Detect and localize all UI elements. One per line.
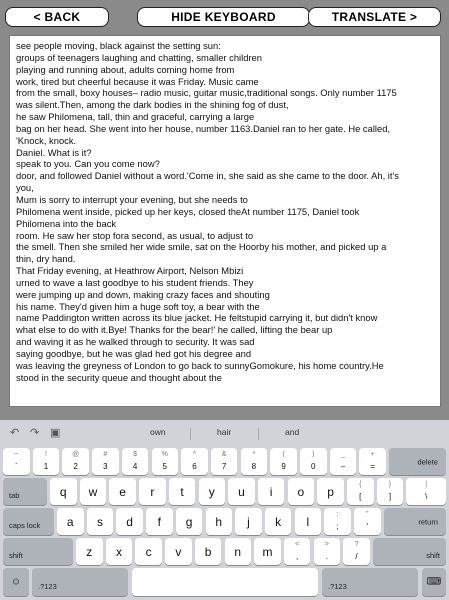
key-8[interactable] bbox=[241, 448, 268, 475]
key-c[interactable] bbox=[135, 538, 162, 565]
key-label: j bbox=[247, 514, 250, 529]
key-label: 4 bbox=[132, 462, 138, 471]
key-label: return bbox=[418, 517, 438, 526]
key-label: > bbox=[324, 541, 329, 548]
key-bracket-2[interactable] bbox=[406, 478, 446, 505]
key-6[interactable] bbox=[181, 448, 208, 475]
key-label: – bbox=[340, 462, 346, 471]
key-w[interactable] bbox=[80, 478, 107, 505]
key-label: ! bbox=[44, 451, 47, 458]
key-j[interactable] bbox=[235, 508, 262, 535]
key-sym-2[interactable] bbox=[343, 538, 370, 565]
key-label: " bbox=[366, 511, 369, 518]
key-d[interactable] bbox=[116, 508, 143, 535]
key-f[interactable] bbox=[146, 508, 173, 535]
text-line: you, bbox=[16, 182, 34, 194]
key-r[interactable] bbox=[139, 478, 166, 505]
key-n[interactable] bbox=[225, 538, 252, 565]
key-z[interactable] bbox=[76, 538, 103, 565]
key-label: 0 bbox=[311, 462, 316, 471]
text-line: speak to you. Can you come now? bbox=[16, 158, 160, 170]
key-label: ( bbox=[282, 451, 285, 458]
key-label: i bbox=[269, 484, 273, 499]
hide-keyboard-button[interactable]: HIDE KEYBOARD bbox=[137, 7, 310, 27]
key-label: ~ bbox=[14, 451, 19, 458]
text-line: groups of teenagers laughing and chatting, smaller children bbox=[16, 51, 262, 63]
key-label: 3 bbox=[103, 462, 108, 471]
text-line: was leaving the greyness of London to go back to sunnyGomokure, his home country.He bbox=[16, 359, 384, 371]
key-label: , bbox=[296, 552, 299, 561]
text-line: Philomena into the back bbox=[16, 217, 117, 229]
key-label: h bbox=[215, 514, 223, 529]
key-5[interactable] bbox=[152, 448, 179, 475]
emoji-key[interactable] bbox=[3, 568, 29, 596]
key-label: d bbox=[126, 514, 133, 529]
key-2[interactable] bbox=[62, 448, 89, 475]
caps-lock-key[interactable] bbox=[3, 508, 54, 535]
key-label: f bbox=[157, 514, 162, 529]
key-label: = bbox=[370, 462, 375, 471]
key-label: } bbox=[388, 481, 392, 488]
redo-icon[interactable]: ↷ bbox=[30, 427, 40, 439]
key-o[interactable] bbox=[288, 478, 315, 505]
key-label: n bbox=[234, 544, 242, 559]
key-label: ; bbox=[336, 522, 339, 531]
key-label: r bbox=[150, 484, 155, 499]
key-label: t bbox=[180, 484, 184, 499]
key-label: ^ bbox=[192, 451, 197, 458]
key-label: & bbox=[221, 451, 227, 458]
text-line: saying goodbye, but he was glad hed got his degree and bbox=[16, 347, 252, 359]
text-line: room. He saw her stop fora second, as usual, to adjust to bbox=[16, 229, 254, 241]
key-label: [ bbox=[359, 492, 362, 501]
top-toolbar bbox=[0, 0, 449, 34]
key-7[interactable] bbox=[211, 448, 238, 475]
key-p[interactable] bbox=[317, 478, 344, 505]
delete-key[interactable] bbox=[389, 448, 446, 475]
key-label: v bbox=[175, 544, 182, 559]
tab-key[interactable] bbox=[3, 478, 47, 505]
shift-left-key[interactable] bbox=[3, 538, 73, 565]
key-label: o bbox=[297, 484, 305, 499]
key-label: $ bbox=[133, 451, 137, 458]
key-label: \ bbox=[425, 492, 428, 501]
key-label: / bbox=[355, 552, 358, 561]
key-label: l bbox=[306, 514, 310, 529]
text-line: Philomena went inside, picked up her keys, closed theAt number 1175, Daniel took bbox=[16, 205, 360, 217]
key-e[interactable] bbox=[109, 478, 136, 505]
text-line: door, and followed Daniel without a word.'Come in, she said as she came to the door. Ah, it's bbox=[16, 170, 399, 182]
key-i[interactable] bbox=[258, 478, 285, 505]
key-label: b bbox=[204, 544, 212, 559]
text-line: Daniel. What is it? bbox=[16, 146, 92, 158]
translate-button[interactable]: TRANSLATE > bbox=[308, 7, 441, 27]
key-label: ' bbox=[366, 522, 369, 531]
text-line: was silent.Then, among the dark bodies in the shining fog of dust, bbox=[16, 99, 289, 111]
key-label: e bbox=[119, 484, 126, 499]
key-label: shift bbox=[9, 551, 23, 560]
key-label: ` bbox=[14, 462, 18, 471]
suggestion-divider bbox=[190, 428, 191, 440]
suggestion-2[interactable]: hair bbox=[217, 427, 232, 437]
key-label: 6 bbox=[192, 462, 197, 471]
dismiss-keyboard-key[interactable] bbox=[422, 568, 446, 596]
key-label: tab bbox=[9, 491, 20, 500]
key-label: @ bbox=[72, 451, 80, 458]
key-label: p bbox=[327, 484, 334, 499]
suggestion-bar bbox=[0, 420, 449, 446]
text-line: thin, dry hand. bbox=[16, 253, 76, 265]
key-label: 1 bbox=[43, 462, 49, 471]
key-q[interactable] bbox=[50, 478, 77, 505]
text-line: playing and running about, adults coming home from bbox=[16, 63, 235, 75]
numbers-left-key[interactable] bbox=[32, 568, 128, 596]
key-label: ? bbox=[354, 541, 359, 548]
space-key[interactable] bbox=[132, 568, 318, 596]
text-editor[interactable] bbox=[9, 35, 441, 407]
key-x[interactable] bbox=[106, 538, 133, 565]
text-line: urned to wave a last goodbye to his student friends. They bbox=[16, 276, 254, 288]
key-label: w bbox=[88, 484, 98, 499]
key-y[interactable] bbox=[199, 478, 226, 505]
key-label: : bbox=[336, 511, 339, 518]
text-line: Mum is sorry to interrupt your evening, but she needs to bbox=[16, 193, 248, 205]
key-a[interactable] bbox=[57, 508, 84, 535]
key-label: 2 bbox=[73, 462, 78, 471]
key-label: . bbox=[325, 552, 328, 561]
key-label: .?123 bbox=[328, 582, 347, 591]
key-4[interactable] bbox=[122, 448, 149, 475]
key-label: 7 bbox=[221, 462, 227, 471]
suggestion-3[interactable]: and bbox=[285, 427, 300, 437]
key-label: y bbox=[208, 484, 215, 499]
key-l[interactable] bbox=[295, 508, 322, 535]
key-label: a bbox=[66, 514, 74, 529]
key-label: * bbox=[252, 451, 256, 458]
suggestion-1[interactable]: own bbox=[150, 427, 166, 437]
text-line: he saw Philomena, tall, thin and graceful, carrying a large bbox=[16, 111, 255, 123]
key-h[interactable] bbox=[206, 508, 233, 535]
key-11[interactable] bbox=[330, 448, 357, 475]
text-line: the smell. Then she smiled her wide smile, sat on the Hoorby his mother, and picked up a bbox=[16, 241, 387, 253]
key-g[interactable] bbox=[176, 508, 203, 535]
key-label: g bbox=[185, 514, 193, 529]
key-label: z bbox=[86, 544, 93, 559]
key-u[interactable] bbox=[228, 478, 255, 505]
text-line: bag on her head. She went into her house, number 1163.Daniel ran to her gate. He called, bbox=[16, 122, 391, 134]
key-s[interactable] bbox=[87, 508, 114, 535]
key-12[interactable] bbox=[359, 448, 386, 475]
key-label: # bbox=[103, 451, 108, 458]
key-10[interactable] bbox=[300, 448, 327, 475]
back-button[interactable]: < BACK bbox=[5, 7, 109, 27]
key-label: x bbox=[115, 544, 122, 559]
text-line: see people moving, black against the setting sun: bbox=[16, 40, 221, 51]
text-line: were jumping up and down, making crazy faces and shouting bbox=[16, 288, 270, 300]
key-label: ) bbox=[312, 451, 315, 458]
key-label: _ bbox=[340, 451, 345, 458]
key-label: shift bbox=[426, 551, 440, 560]
key-label: .?123 bbox=[38, 582, 57, 591]
key-label: k bbox=[275, 514, 282, 529]
key-label: < bbox=[295, 541, 300, 548]
key-label: s bbox=[96, 514, 103, 529]
key-label: caps lock bbox=[9, 521, 41, 530]
paste-icon[interactable]: ▣ bbox=[50, 427, 61, 439]
key-9[interactable] bbox=[270, 448, 297, 475]
on-screen-keyboard bbox=[0, 420, 449, 600]
key-v[interactable] bbox=[165, 538, 192, 565]
key-punct-0[interactable] bbox=[324, 508, 351, 535]
key-bracket-1[interactable] bbox=[377, 478, 404, 505]
emoji-icon: ☺ bbox=[10, 576, 22, 588]
suggestion-divider bbox=[258, 428, 259, 440]
key-label: u bbox=[238, 484, 245, 499]
key-sym-0[interactable] bbox=[284, 538, 311, 565]
text-line: name Paddington written across its blue jacket. He feltstupid carrying it, but didn't know bbox=[16, 312, 378, 324]
text-line: That Friday evening, at Heathrow Airport, Nelson Mbizi bbox=[16, 265, 244, 277]
key-punct-1[interactable] bbox=[354, 508, 381, 535]
text-line: 'Knock, knock. bbox=[16, 134, 77, 146]
key-label: 9 bbox=[281, 462, 286, 471]
key-label: delete bbox=[417, 457, 438, 466]
key-k[interactable] bbox=[265, 508, 292, 535]
key-label: 8 bbox=[251, 462, 257, 471]
text-line: what else to do with it.Bye! Thanks for the bear!' he called, lifting the bear up bbox=[16, 324, 333, 336]
key-m[interactable] bbox=[254, 538, 281, 565]
key-label: c bbox=[145, 544, 152, 559]
return-key[interactable] bbox=[384, 508, 446, 535]
key-label: | bbox=[425, 481, 428, 488]
text-line: stood in the security queue and thought about the bbox=[16, 371, 222, 383]
key-1[interactable] bbox=[33, 448, 60, 475]
undo-icon[interactable]: ↶ bbox=[10, 427, 20, 439]
key-label: % bbox=[161, 451, 168, 458]
key-label: q bbox=[59, 484, 67, 499]
text-line: from the small, boxy houses– radio music, guitar music,traditional songs. Only number 1175 bbox=[16, 87, 397, 99]
text-line: his name. They'd given him a huge soft toy, a bear with the bbox=[16, 300, 260, 312]
shift-right-key[interactable] bbox=[373, 538, 446, 565]
key-0[interactable] bbox=[3, 448, 30, 475]
text-line: work, tired but cheerful because it was Friday. Music came bbox=[16, 75, 259, 87]
key-3[interactable] bbox=[92, 448, 119, 475]
key-label: { bbox=[359, 481, 362, 488]
keyboard-icon: ⌨ bbox=[426, 576, 442, 588]
key-label: m bbox=[262, 544, 273, 559]
key-sym-1[interactable] bbox=[314, 538, 341, 565]
numbers-right-key[interactable] bbox=[322, 568, 418, 596]
key-label: 5 bbox=[162, 462, 167, 471]
key-label: ] bbox=[388, 492, 392, 501]
key-label: + bbox=[370, 451, 375, 458]
key-b[interactable] bbox=[195, 538, 222, 565]
key-t[interactable] bbox=[169, 478, 196, 505]
key-bracket-0[interactable] bbox=[347, 478, 374, 505]
text-line: and waving it as he walked through to security. It was sad bbox=[16, 336, 255, 348]
